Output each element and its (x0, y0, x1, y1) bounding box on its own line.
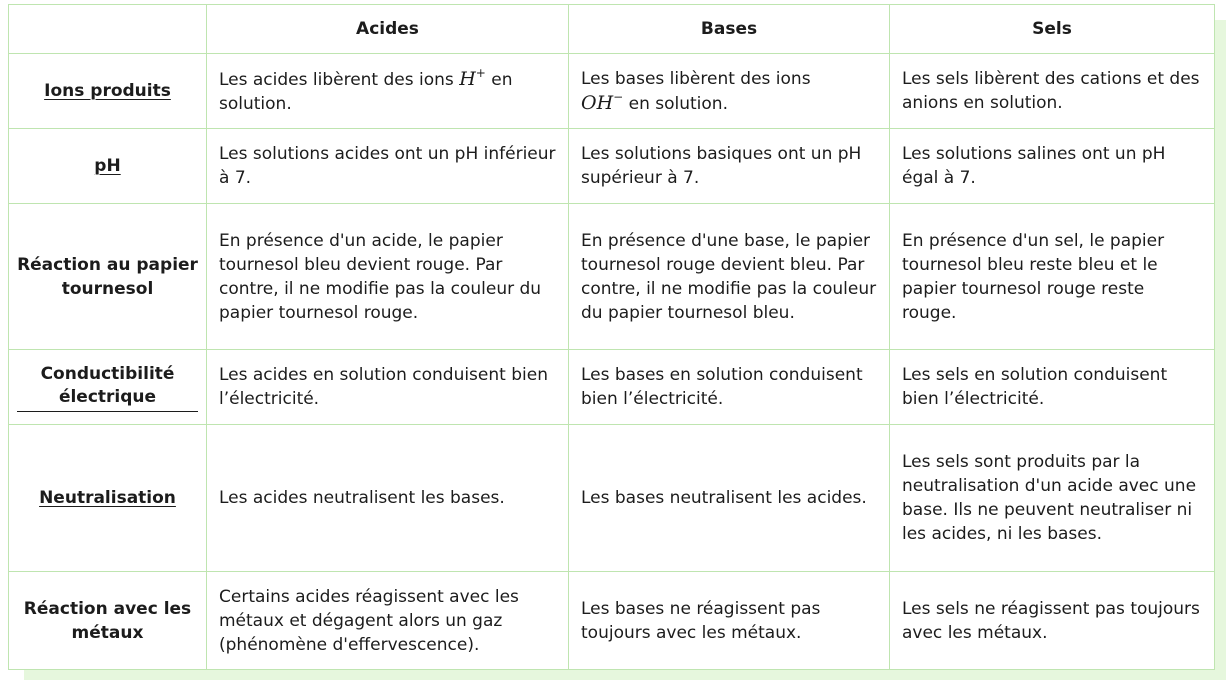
cell-sels: Les sels sont produits par la neutralisation d'un acide avec une base. Ils ne peuvent neutraliser ni les acides, ni les bases. (890, 425, 1215, 572)
cell-sels: Les sels en solution conduisent bien l’électricité. (890, 350, 1215, 425)
table-row (9, 572, 1215, 670)
table-row (9, 204, 1215, 350)
comparison-table (8, 4, 1215, 670)
cell-text: Les acides libèrent des ions (219, 69, 460, 90)
column-header-bases: Bases (569, 5, 890, 54)
ion-charge: + (475, 65, 486, 80)
cell-acides: Les solutions acides ont un pH inférieur à 7. (207, 129, 569, 204)
row-header-conductibilite (9, 350, 207, 425)
column-header-sels: Sels (890, 5, 1215, 54)
cell-sels: Les sels libèrent des cations et des anions en solution. (890, 54, 1215, 129)
header-row (9, 5, 1215, 54)
row-header-ph (9, 129, 207, 204)
cell-bases: Les bases en solution conduisent bien l’électricité. (569, 350, 890, 425)
cell-bases: Les solutions basiques ont un pH supérieur à 7. (569, 129, 890, 204)
column-header-acides: Acides (207, 5, 569, 54)
cell-bases: Les bases ne réagissent pas toujours avec les métaux. (569, 572, 890, 670)
row-label: Réaction avec les métaux (23, 598, 192, 643)
row-label: Conductibilité électrique (17, 363, 198, 412)
row-header-neutralisation (9, 425, 207, 572)
cell-sels: En présence d'un sel, le papier tournesol bleu reste bleu et le papier tournesol rouge reste rouge. (890, 204, 1215, 350)
row-header-ions-produits (9, 54, 207, 129)
cell-text: en solution. (219, 69, 513, 114)
table-row (9, 425, 1215, 572)
ion-formula (581, 89, 624, 114)
cell-acides (207, 54, 569, 129)
cell-text: en solution. (623, 93, 728, 114)
cell-bases: En présence d'une base, le papier tournesol rouge devient bleu. Par contre, il ne modifie pas la couleur du papier tournesol bleu. (569, 204, 890, 350)
row-header-reaction-metaux (9, 572, 207, 670)
ion-symbol: H (459, 67, 476, 90)
cell-sels: Les sels ne réagissent pas toujours avec les métaux. (890, 572, 1215, 670)
cell-acides: En présence d'un acide, le papier tournesol bleu devient rouge. Par contre, il ne modifie pas la couleur du papier tournesol rouge. (207, 204, 569, 350)
ion-symbol: OH (581, 91, 614, 114)
cell-acides: Certains acides réagissent avec les métaux et dégagent alors un gaz (phénomène d'effervescence). (207, 572, 569, 670)
cell-sels: Les solutions salines ont un pH égal à 7. (890, 129, 1215, 204)
corner-cell (9, 5, 207, 54)
table-row (9, 129, 1215, 204)
table-row (9, 350, 1215, 425)
cell-text: Les bases libèrent des ions (581, 68, 811, 89)
cell-bases (569, 54, 890, 129)
row-label: Réaction au papier tournesol (17, 254, 198, 299)
ion-charge: − (613, 89, 624, 104)
row-label: Ions produits (44, 81, 171, 101)
cell-acides: Les acides en solution conduisent bien l’électricité. (207, 350, 569, 425)
table-row (9, 54, 1215, 129)
row-header-papier-tournesol (9, 204, 207, 350)
row-label: pH (94, 156, 121, 176)
cell-acides: Les acides neutralisent les bases. (207, 425, 569, 572)
ion-formula (459, 65, 486, 90)
cell-bases: Les bases neutralisent les acides. (569, 425, 890, 572)
row-label: Neutralisation (39, 488, 176, 508)
